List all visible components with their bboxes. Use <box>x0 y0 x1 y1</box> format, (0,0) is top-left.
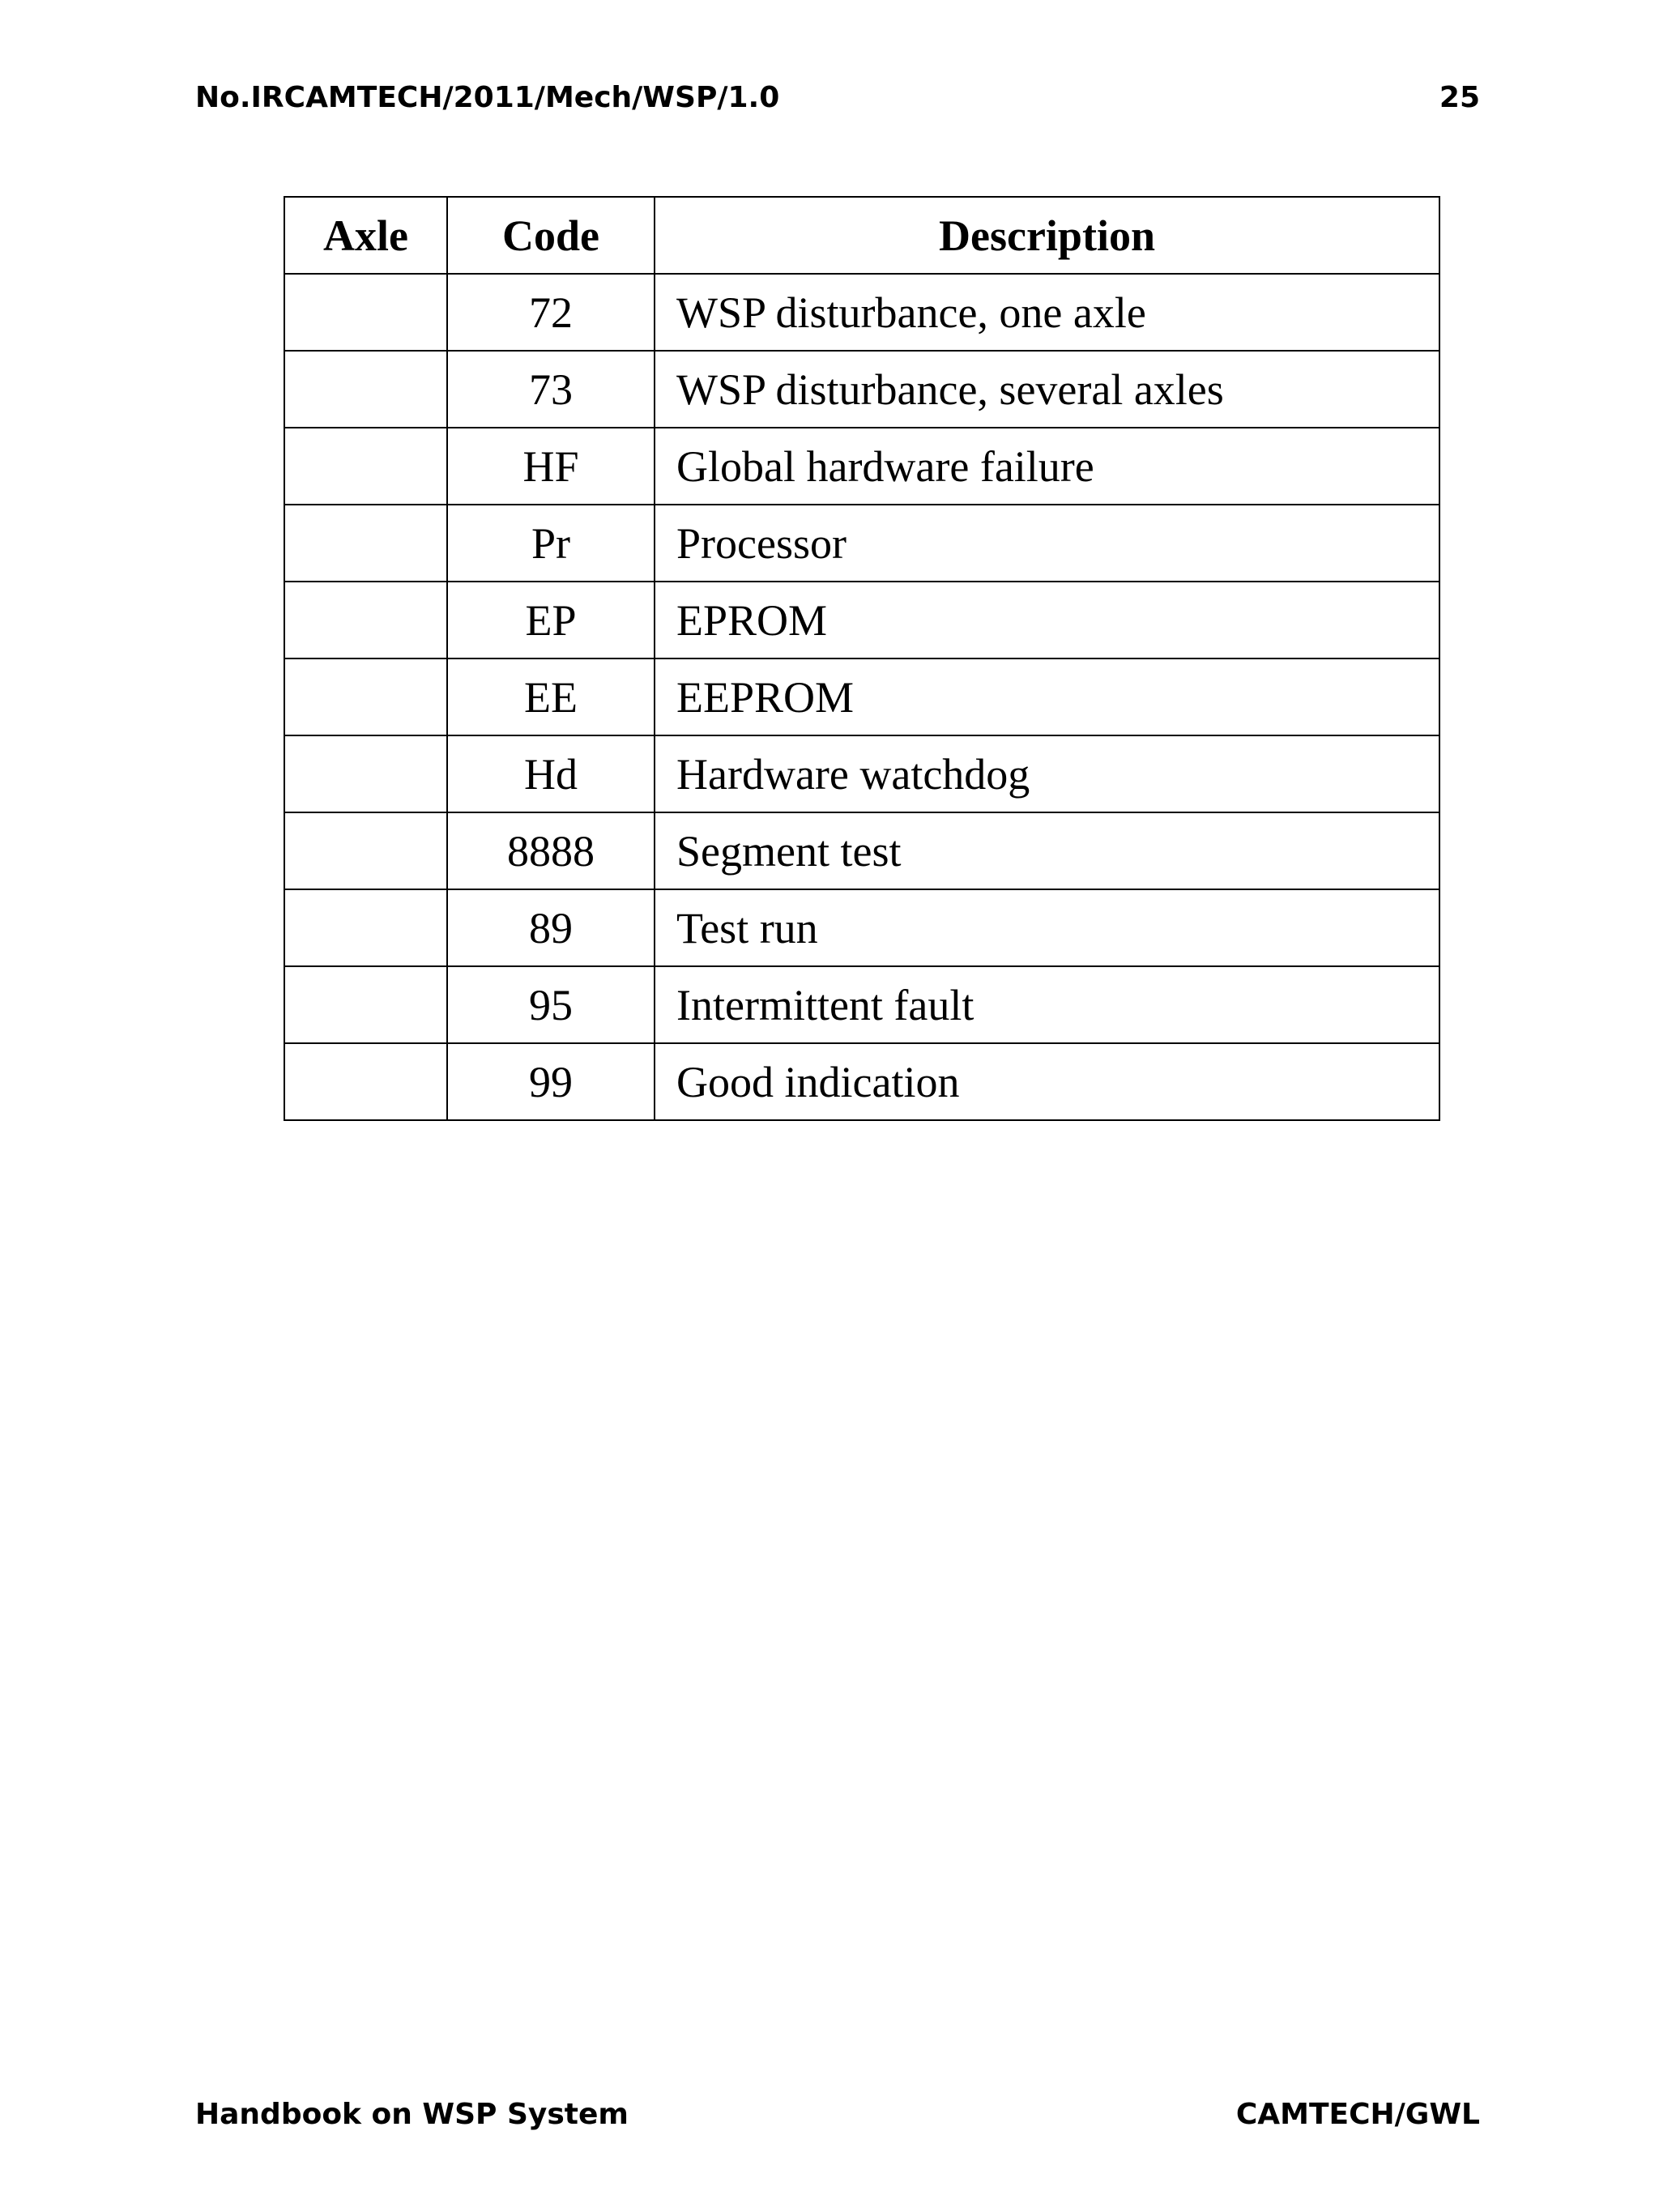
code-cell: Hd <box>447 735 655 812</box>
table-row <box>284 812 1439 889</box>
table-row <box>284 274 1439 351</box>
axle-cell <box>284 658 447 735</box>
table-row <box>284 505 1439 582</box>
description-cell: Global hardware failure <box>655 428 1439 505</box>
axle-cell <box>284 505 447 582</box>
description-cell: Processor <box>655 505 1439 582</box>
code-cell: 95 <box>447 966 655 1043</box>
footer-handbook-title: Handbook on WSP System <box>195 2098 629 2131</box>
footer-publisher: CAMTECH/GWL <box>1235 2098 1480 2131</box>
document-number: No.IRCAMTECH/2011/Mech/WSP/1.0 <box>195 81 780 114</box>
code-cell: HF <box>447 428 655 505</box>
code-cell: 89 <box>447 889 655 966</box>
table-row <box>284 582 1439 658</box>
axle-cell <box>284 889 447 966</box>
axle-cell <box>284 274 447 351</box>
axle-cell <box>284 966 447 1043</box>
axle-cell <box>284 582 447 658</box>
code-cell: 99 <box>447 1043 655 1120</box>
table-row <box>284 1043 1439 1120</box>
code-cell: EE <box>447 658 655 735</box>
description-cell: Hardware watchdog <box>655 735 1439 812</box>
code-cell: 72 <box>447 274 655 351</box>
description-cell: Test run <box>655 889 1439 966</box>
code-cell: 73 <box>447 351 655 428</box>
axle-cell <box>284 428 447 505</box>
description-cell: Segment test <box>655 812 1439 889</box>
description-cell: EPROM <box>655 582 1439 658</box>
description-cell: WSP disturbance, several axles <box>655 351 1439 428</box>
table-row <box>284 351 1439 428</box>
axle-cell <box>284 812 447 889</box>
code-cell: Pr <box>447 505 655 582</box>
description-cell: EEPROM <box>655 658 1439 735</box>
axle-cell <box>284 735 447 812</box>
page-number: 25 <box>1439 81 1480 114</box>
code-cell: 8888 <box>447 812 655 889</box>
table-row <box>284 428 1439 505</box>
column-header-description: Description <box>655 197 1439 274</box>
page-footer <box>195 2098 1480 2146</box>
axle-cell <box>284 1043 447 1120</box>
column-header-axle: Axle <box>284 197 447 274</box>
table-header-row <box>284 197 1439 274</box>
column-header-code: Code <box>447 197 655 274</box>
table-row <box>284 889 1439 966</box>
description-cell: Good indication <box>655 1043 1439 1120</box>
page-header <box>195 81 1480 130</box>
fault-code-table <box>284 196 1440 1121</box>
code-cell: EP <box>447 582 655 658</box>
description-cell: Intermittent fault <box>655 966 1439 1043</box>
table-row <box>284 735 1439 812</box>
table-row <box>284 966 1439 1043</box>
description-cell: WSP disturbance, one axle <box>655 274 1439 351</box>
table-row <box>284 658 1439 735</box>
axle-cell <box>284 351 447 428</box>
